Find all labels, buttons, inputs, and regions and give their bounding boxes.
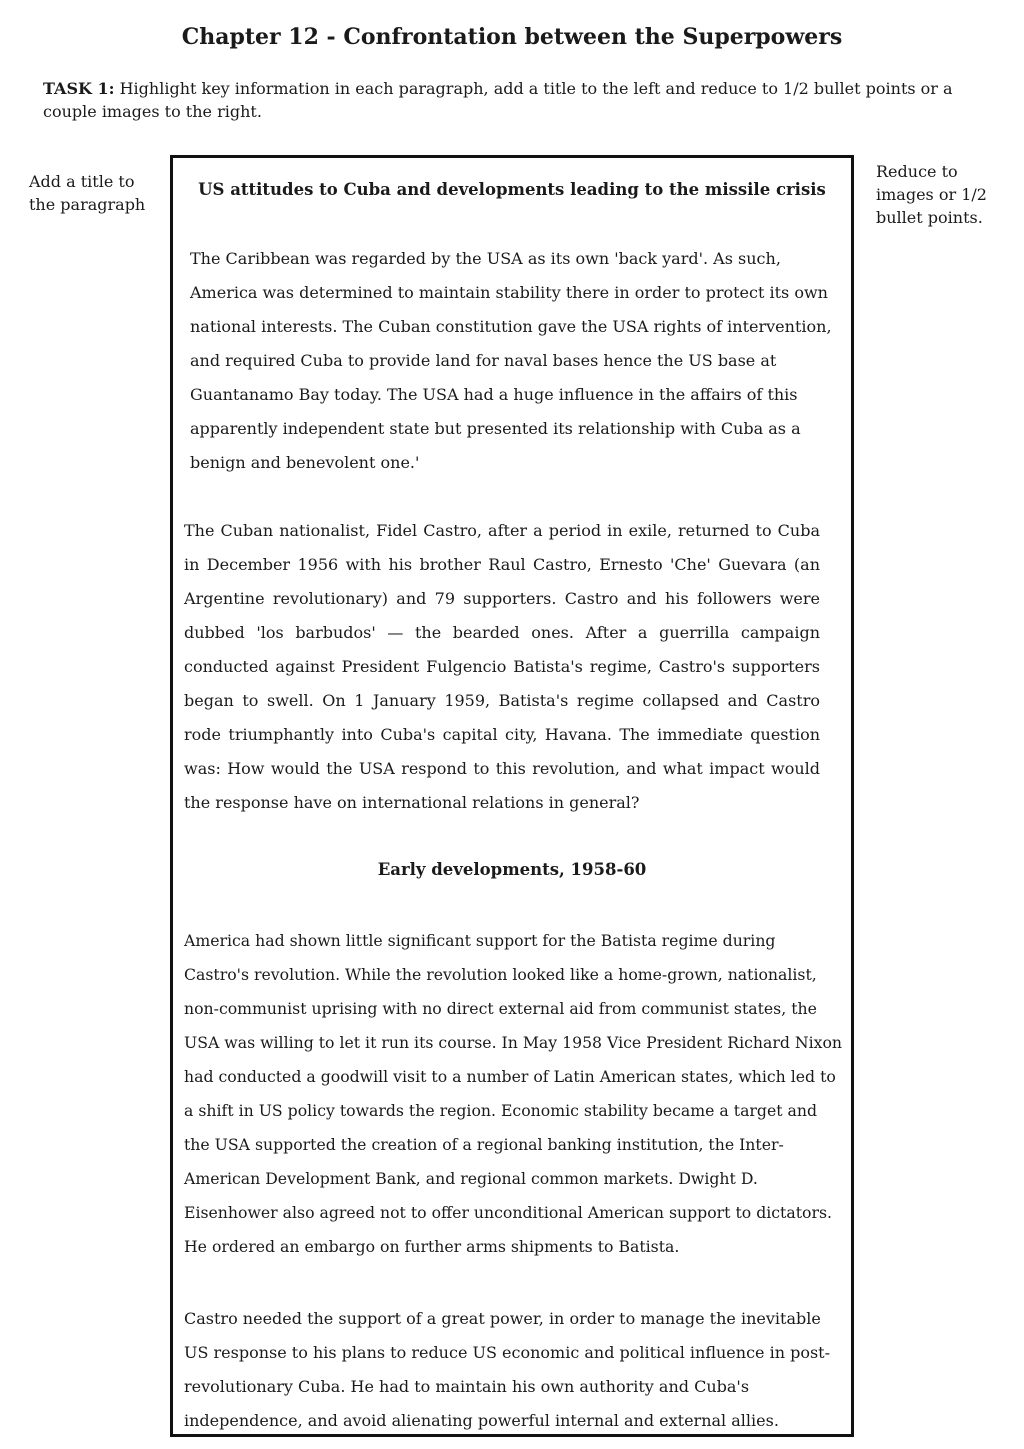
task-instructions bbox=[43, 77, 973, 123]
right-margin-note: Reduce to images or 1/2 bullet points. bbox=[876, 162, 987, 227]
left-margin-note: Add a title to the paragraph bbox=[29, 172, 146, 214]
paragraph-caribbean: The Caribbean was regarded by the USA as its own 'back yard'. As such, America was determined to maintain stability there in order to protect its own national interests. The Cuban constitution gave the USA rights of intervention, and required Cuba to provide land for naval bases hence the US base at Guantanamo Bay today. The USA had a huge influence in the affairs of this apparently independent state but presented its relationship with Cuba as a benign and benevolent one.' bbox=[190, 249, 832, 472]
section-heading-early-developments: Early developments, 1958-60 bbox=[377, 860, 647, 879]
content-box bbox=[170, 155, 854, 1437]
paragraph-us-policy: America had shown little significant support for the Batista regime during Castro's revolution. While the revolution looked like a home-grown, nationalist, non-communist uprising with no direct external aid from communist states, the USA was willing to let it run its course. In May 1958 Vice President Richard Nixon had conducted a goodwill visit to a number of Latin American states, which led to a shift in US policy towards the region. Economic stability became a target and the USA supported the creation of a regional banking institution, the Inter-American Development Bank, and regional common markets. Dwight D. Eisenhower also agreed not to offer unconditional American support to dictators. He ordered an embargo on further arms shipments to Batista. bbox=[184, 931, 843, 1256]
task-label: TASK 1: bbox=[43, 79, 115, 98]
task-text: Highlight key information in each paragraph, add a title to the left and reduce to 1/2 bullet points or a couple images to the right. bbox=[43, 79, 953, 121]
paragraph-castro-return: The Cuban nationalist, Fidel Castro, after a period in exile, returned to Cuba in December 1956 with his brother Raul Castro, Ernesto 'Che' Guevara (an Argentine revolutionary) and 79 supporters. Castro and his followers were dubbed 'los barbudos' — the bearded ones. After a guerrilla campaign conducted against President Fulgencio Batista's regime, Castro's supporters began to swell. On 1 January 1959, Batista's regime collapsed and Castro rode triumphantly into Cuba's capital city, Havana. The immediate question was: How would the USA respond to this revolution, and what impact would the response have on international relations in general? bbox=[184, 521, 820, 812]
section-heading-us-attitudes: US attitudes to Cuba and developments leading to the missile crisis bbox=[198, 180, 826, 199]
paragraph-great-power: Castro needed the support of a great power, in order to manage the inevitable US response to his plans to reduce US economic and political influence in post-revolutionary Cuba. He had to maintain his own authority and Cuba's independence, and avoid alienating powerful internal and external allies. bbox=[184, 1309, 831, 1430]
page-title: Chapter 12 - Confrontation between the Superpowers bbox=[181, 24, 843, 50]
